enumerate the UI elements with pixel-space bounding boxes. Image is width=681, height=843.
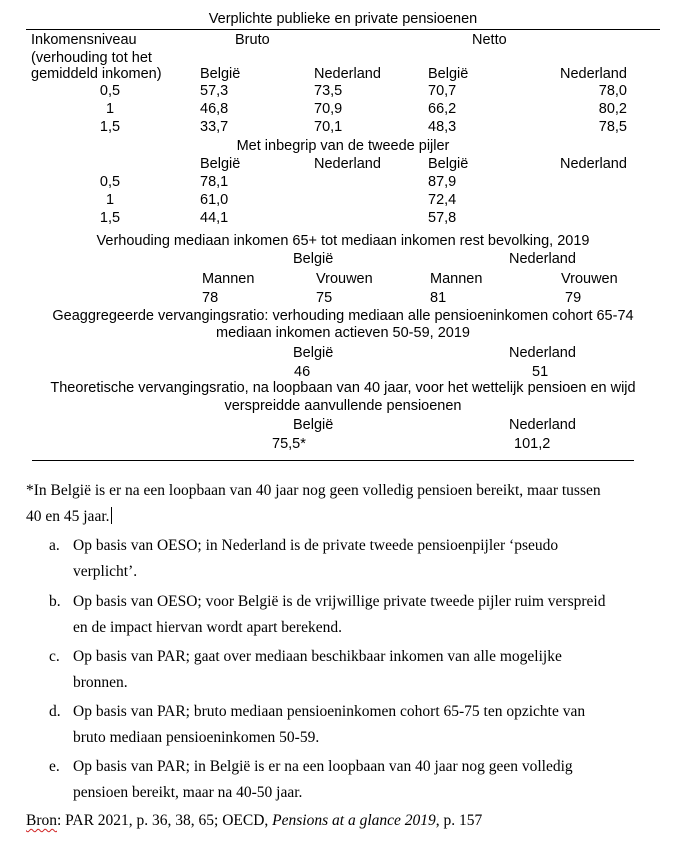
country-header: Nederland [509, 345, 576, 361]
section-title: Verhouding mediaan inkomen 65+ tot mediaan inkomen rest bevolking, 2019 [96, 233, 590, 249]
income-label-1: Inkomensniveau [31, 32, 137, 48]
cell: 75,5* [272, 436, 306, 452]
text-cursor [111, 507, 112, 524]
cell: 72,4 [428, 192, 457, 208]
income-level: 0,5 [99, 83, 121, 99]
col-header: Nederland [560, 66, 627, 82]
source-page: , p. 157 [435, 812, 483, 829]
source-text: : PAR 2021, p. 36, 38, 65; OECD, [57, 812, 273, 829]
col-header: Nederland [314, 156, 381, 172]
list-marker: c. [49, 648, 60, 665]
cell: 44,1 [200, 210, 229, 226]
asterisk-note-line1: *In België is er na een loopbaan van 40 jaar nog geen volledig pensioen bereikt, maar tussen [26, 482, 601, 499]
section-title: verspreidde aanvullende pensioenen [224, 398, 462, 414]
cell: 87,9 [428, 174, 457, 190]
col-header: België [428, 66, 469, 82]
cell: 57,3 [200, 83, 229, 99]
cell: 73,5 [314, 83, 343, 99]
income-level: 1 [105, 101, 115, 117]
list-text-line2: pensioen bereikt, maar na 40-50 jaar. [73, 784, 303, 801]
income-label-3: gemiddeld inkomen) [31, 66, 162, 82]
list-text-line1: Op basis van OESO; in Nederland is de private tweede pensioenpijler ‘pseudo [73, 537, 559, 554]
col-header: Nederland [314, 66, 381, 82]
section-title: mediaan inkomen actieven 50-59, 2019 [216, 325, 470, 341]
country-header: België [293, 417, 334, 433]
country-header: Nederland [509, 417, 576, 433]
income-level: 1,5 [99, 119, 121, 135]
cell: 81 [430, 290, 447, 306]
cell: 57,8 [428, 210, 457, 226]
list-text-line1: Op basis van PAR; bruto mediaan pensioeninkomen cohort 65-75 ten opzichte van [73, 703, 586, 720]
list-text-line2: en de impact hiervan wordt apart berekend. [73, 619, 342, 636]
asterisk-note-text: 40 en 45 jaar. [26, 508, 110, 525]
list-text-line1: Op basis van PAR; in België is er na een loopbaan van 40 jaar nog geen volledig [73, 758, 573, 775]
cell: 75 [316, 290, 333, 306]
list-text-line1: Op basis van PAR; gaat over mediaan beschikbaar inkomen van alle mogelijke [73, 648, 562, 665]
income-level: 1,5 [99, 210, 121, 226]
section-title: Theoretische vervangingsratio, na loopbaan van 40 jaar, voor het wettelijk pensioen en wijd [50, 380, 636, 396]
list-text-line2: bronnen. [73, 674, 128, 691]
col-header: België [428, 156, 469, 172]
cell: 70,9 [314, 101, 343, 117]
cell: 78,0 [598, 83, 627, 99]
list-marker: a. [49, 537, 60, 554]
cell: 46 [294, 364, 311, 380]
gender-header: Mannen [202, 271, 255, 287]
section-title: Geaggregeerde vervangingsratio: verhouding mediaan alle pensioeninkomen cohort 65-74 [52, 308, 634, 324]
top-rule [26, 29, 660, 30]
cell: 46,8 [200, 101, 229, 117]
gender-header: Vrouwen [316, 271, 373, 287]
section-title: Met inbegrip van de tweede pijler [236, 138, 450, 154]
list-text-line2: verplicht’. [73, 563, 138, 580]
cell: 61,0 [200, 192, 229, 208]
gender-header: Vrouwen [561, 271, 618, 287]
country-header: België [293, 251, 334, 267]
cell: 80,2 [598, 101, 627, 117]
table-title: Verplichte publieke en private pensioenen [208, 11, 478, 27]
cell: 78,5 [598, 119, 627, 135]
bruto-header: Bruto [235, 32, 270, 48]
cell: 78 [202, 290, 219, 306]
col-header: België [200, 156, 241, 172]
list-text-line1: Op basis van OESO; voor België is de vrijwillige private tweede pijler ruim verspreid [73, 593, 606, 610]
col-header: Nederland [560, 156, 627, 172]
netto-header: Netto [472, 32, 507, 48]
source-line [26, 808, 666, 834]
income-label-2: (verhouding tot het [31, 50, 152, 66]
list-marker: b. [49, 593, 61, 610]
list-marker: e. [49, 758, 60, 775]
cell: 66,2 [428, 101, 457, 117]
bottom-rule [32, 460, 634, 461]
cell: 101,2 [514, 436, 551, 452]
income-level: 1 [105, 192, 115, 208]
list-text-line2: bruto mediaan pensioeninkomen 50-59. [73, 729, 320, 746]
source-label: Bron [26, 812, 57, 829]
cell: 79 [565, 290, 582, 306]
col-header: België [200, 66, 241, 82]
gender-header: Mannen [430, 271, 483, 287]
cell: 78,1 [200, 174, 229, 190]
cell: 70,7 [428, 83, 457, 99]
source-publication-title: Pensions at a glance 2019 [272, 812, 436, 829]
income-level: 0,5 [99, 174, 121, 190]
cell: 33,7 [200, 119, 229, 135]
country-header: Nederland [509, 251, 576, 267]
cell: 51 [532, 364, 549, 380]
list-marker: d. [49, 703, 61, 720]
asterisk-note-line2[interactable] [26, 504, 666, 530]
country-header: België [293, 345, 334, 361]
cell: 70,1 [314, 119, 343, 135]
cell: 48,3 [428, 119, 457, 135]
